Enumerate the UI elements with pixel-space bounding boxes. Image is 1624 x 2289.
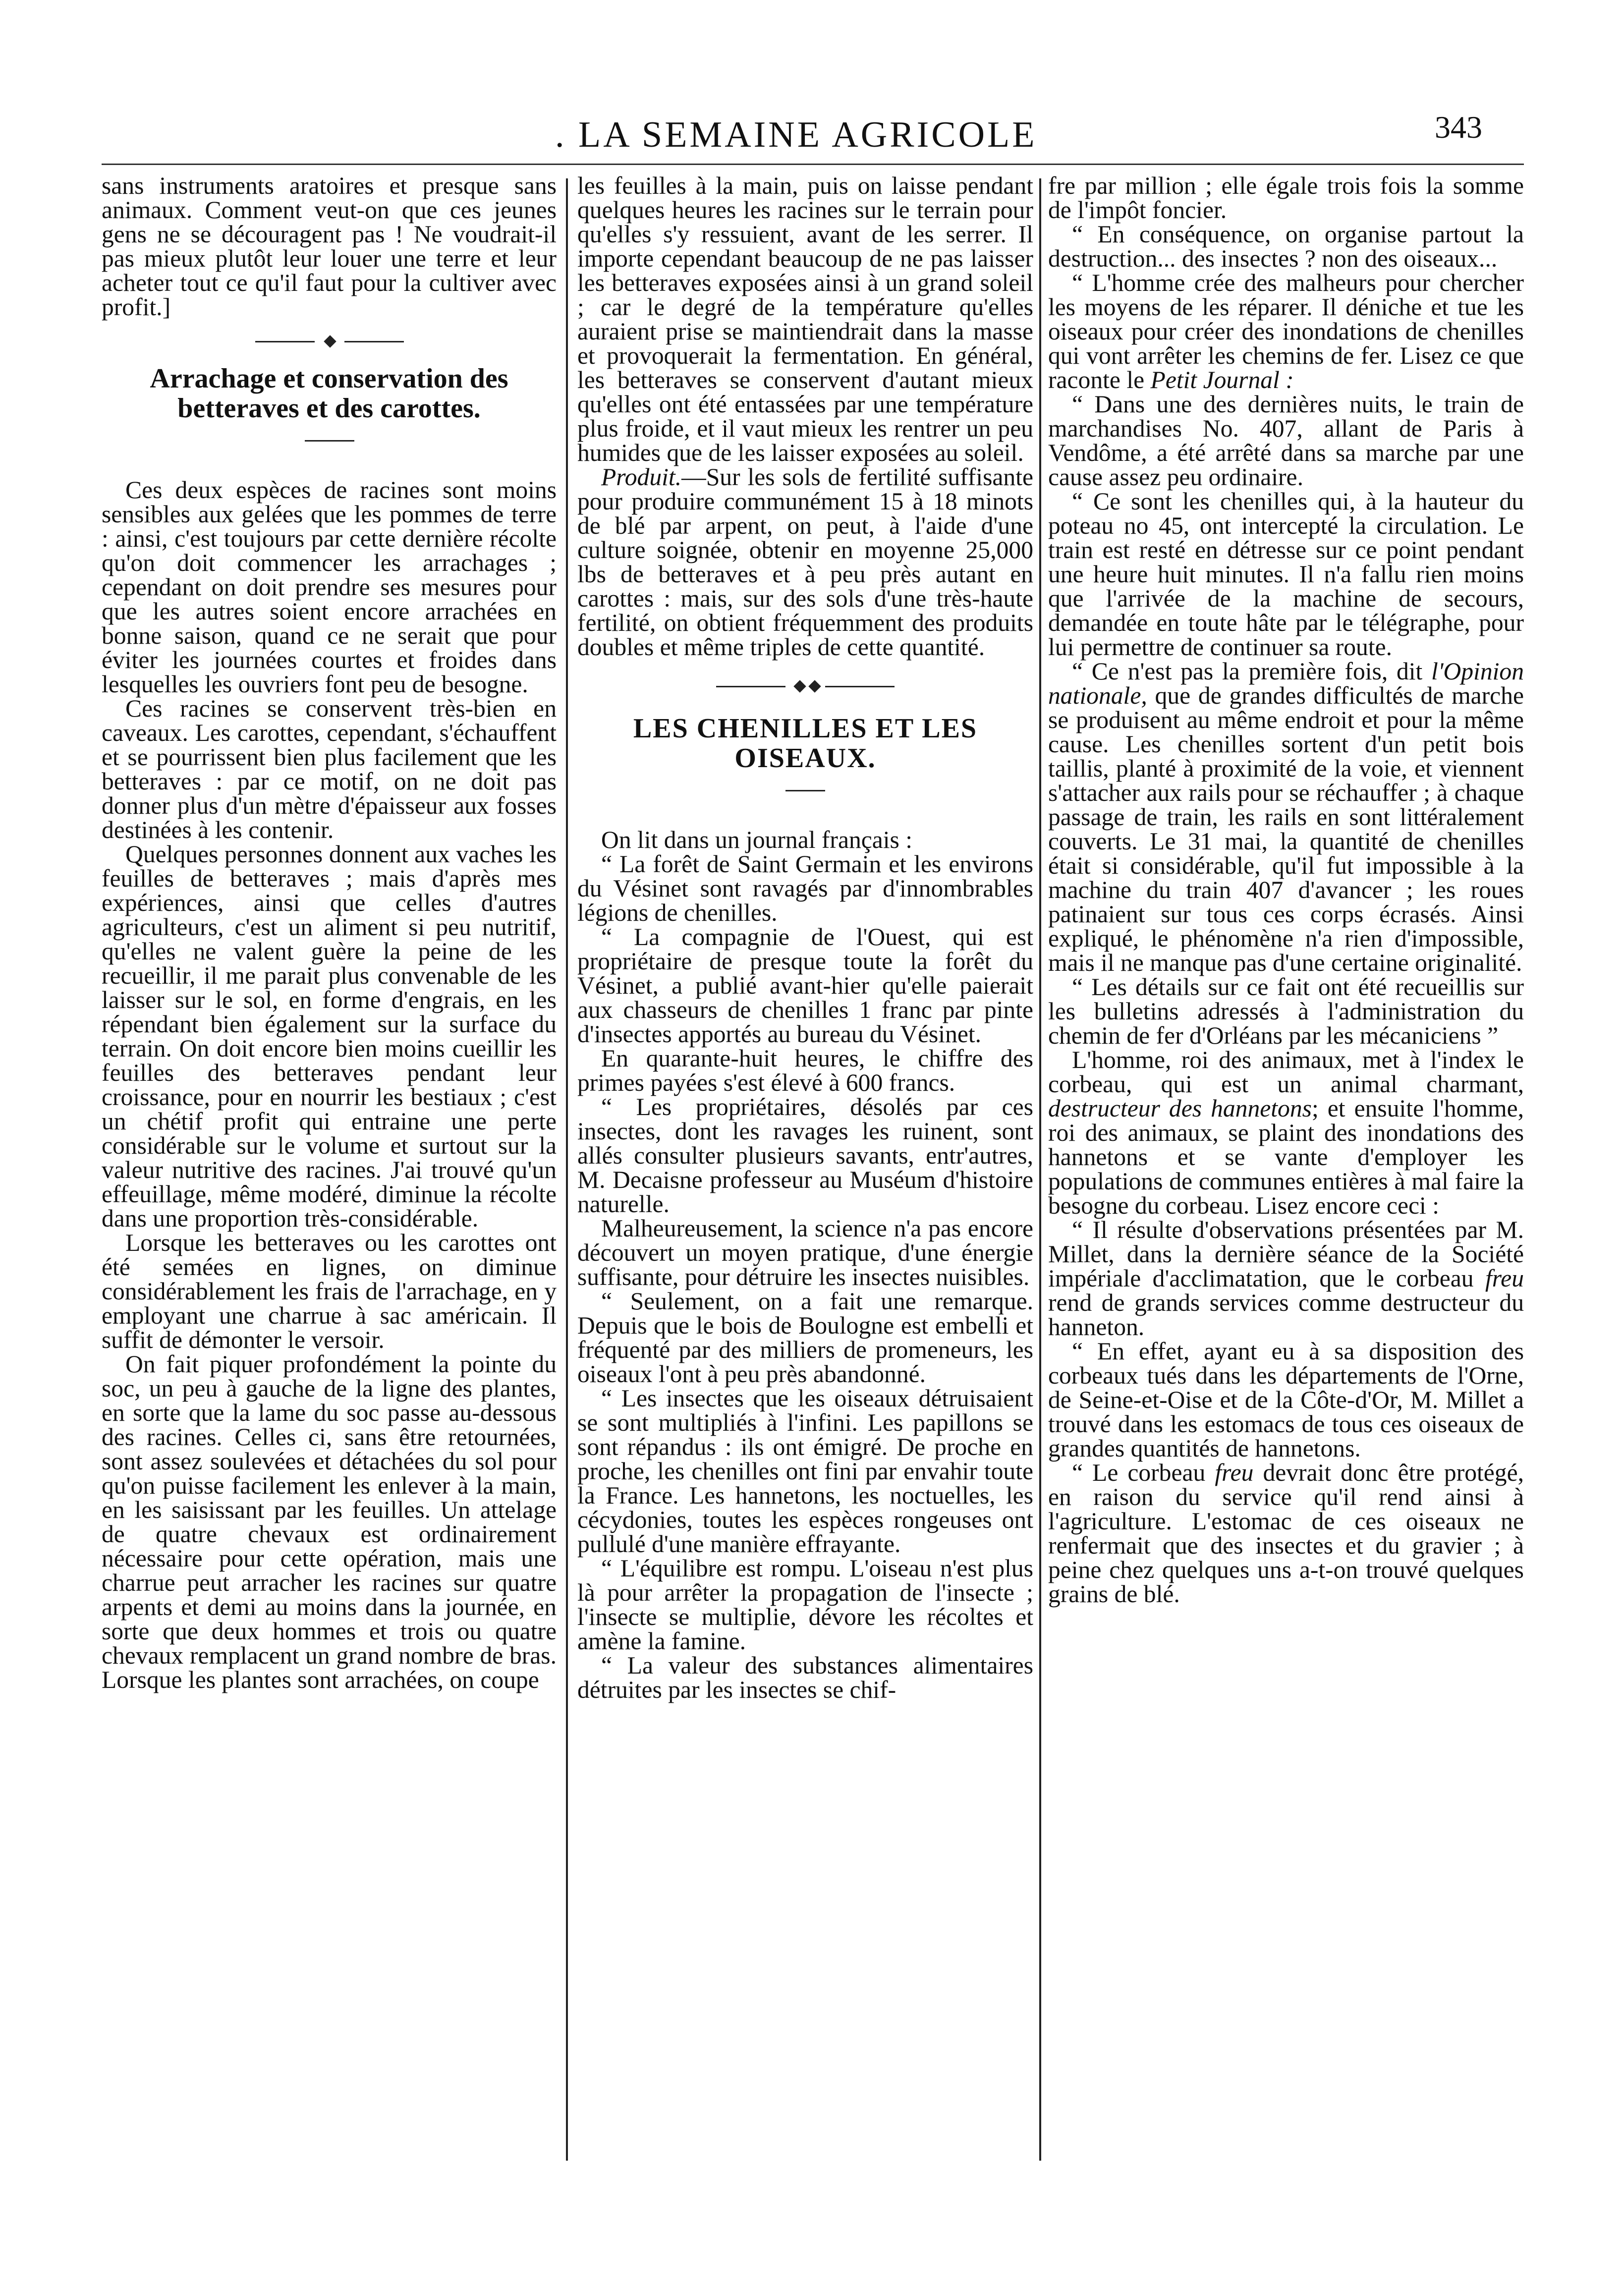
page-header bbox=[0, 99, 1624, 159]
paragraph: Ces racines se conservent très-bien en caveaux. Les carottes, cependant, s'échauffent et se pourrissent bien plus facilement que les betteraves : par ce motif, on ne doit pas donner plus d'un mètre d'épaisseur aux fosses destinées à les contenir. bbox=[102, 695, 557, 843]
title-rule bbox=[102, 423, 557, 458]
paragraph: “ En conséquence, on organise partout la destruction... des insectes ? non des oiseaux... bbox=[1048, 221, 1524, 272]
column-rule-right bbox=[1039, 178, 1041, 2161]
paragraph: “ Seulement, on a fait une remarque. Depuis que le bois de Boulogne est embelli et fréquenté par des milliers de promeneurs, les oiseaux l'ont à peu près abandonné. bbox=[577, 1287, 1033, 1388]
column-rule-left bbox=[566, 178, 568, 2161]
paragraph: Ces deux espèces de racines sont moins sensibles aux gelées que les pommes de terre : ainsi, c'est toujours par cette dernière récolte qu'on doit commencer les arrachages ; cependant on doit prendre ses mesures pour que les autres soient encore arrachées en bonne saison, quand ce ne serait que pour éviter les journées courtes et froides dans lesquelles les ouvriers font peu de besogne. bbox=[102, 476, 557, 698]
paragraph: Malheureusement, la science n'a pas encore découvert un moyen pratique, d'une énergie suffisante, pour détruire les insectes nuisibles. bbox=[577, 1215, 1033, 1290]
paragraph: “ L'homme crée des malheurs pour chercher les moyens de les réparer. Il déniche et tue les oiseaux pour créer des inondations de chenilles qui vont arrêter les chemins de fer. Lisez ce que raconte le Petit Journal : bbox=[1048, 269, 1524, 393]
paragraph: “ Les insectes que les oiseaux détruisaient se sont multipliés à l'infini. Les papillons se sont répandus : ils ont émigré. De proche en proche, les chenilles ont fini par envahir toute la France. Les hannetons, les noctuelles, les cécydonies, toutes les espèces rongeuses ont pullulé d'une manière effrayante. bbox=[577, 1385, 1033, 1558]
paragraph: “ Les détails sur ce fait ont été recueillis sur les bulletins adressés à l'administration du chemin de fer d'Orléans par les mécaniciens ” bbox=[1048, 973, 1524, 1049]
journal-title: . LA SEMAINE AGRICOLE bbox=[555, 114, 1037, 155]
section-ornament bbox=[577, 659, 1033, 714]
paragraph: Produit.—Sur les sols de fertilité suffisante pour produire communément 15 à 18 minots de blé par arpent, on peut, à l'aide d'une culture soignée, obtenir en moyenne 25,000 lbs de betteraves et à peu près autant en carottes : mais, sur des sols d'une très-haute fertilité, on obtient fréquemment des produits doubles et même triples de cette quantité. bbox=[577, 463, 1033, 661]
paragraph: Lorsque les betteraves ou les carottes ont été semées en lignes, on diminue considérablement les frais de l'arrachage, en y employant une charrue à sac américain. Il suffit de démonter le versoir. bbox=[102, 1229, 557, 1353]
paragraph: Quelques personnes donnent aux vaches les feuilles de betteraves ; mais d'après mes expériences, ainsi que celles d'autres agriculteurs, c'est un aliment si peu nutritif, qu'elles ne valent guère la peine de les recueillir, il me parait plus convenable de les laisser sur le sol, en forme d'engrais, en les répendant bien également sur la surface du terrain. On doit encore bien moins cueillir les feuilles des betteraves pendant leur croissance, pour en nourrir les bestiaux ; c'est un chétif profit qui entraine une perte considérable sur le volume et surtout sur la valeur nutritive des racines. J'ai trouvé qu'un effeuillage, même modéré, diminue la récolte dans une proportion très-considérable. bbox=[102, 840, 557, 1232]
paragraph-label: Produit. bbox=[601, 463, 682, 491]
paragraph: On lit dans un journal français : bbox=[601, 826, 913, 853]
paragraph: “ Le corbeau freu devrait donc être protégé, en raison du service qu'il rend ainsi à l'agriculture. L'estomac de ces oiseaux ne renfermait que des insectes et du gravier ; à peine chez quelques uns a-t-on trouvé quelques grains de blé. bbox=[1048, 1459, 1524, 1608]
paragraph: L'homme, roi des animaux, met à l'index le corbeau, qui est un animal charmant, destructeur des hannetons; et ensuite l'homme, roi des animaux, se plaint des inondations des hannetons et se vante d'employer les populations de communes entières à mal faire la besogne du corbeau. Lisez encore ceci : bbox=[1048, 1046, 1524, 1219]
paragraph: fre par million ; elle égale trois fois la somme de l'impôt foncier. bbox=[1048, 172, 1524, 223]
paragraph: “ Il résulte d'observations présentées par M. Millet, dans la dernière séance de la Société impériale d'acclimatation, que le corbeau freu rend de grands services comme destructeur du hanneton. bbox=[1048, 1216, 1524, 1340]
paragraph: En quarante-huit heures, le chiffre des primes payées s'est élevé à 600 francs. bbox=[577, 1045, 1033, 1096]
paragraph: “ La forêt de Saint Germain et les environs du Vésinet sont ravagés par d'innombrables légions de chenilles. bbox=[577, 850, 1033, 926]
paragraph: “ La valeur des substances alimentaires détruites par les insectes se chif- bbox=[577, 1652, 1033, 1703]
paragraph: “ Ce n'est pas la première fois, dit l'Opinion nationale, que de grandes difficultés de marche se produisent au même endroit et pour la même cause. Les chenilles sortent d'un petit bois taillis, planté à proximité de la voie, et viennent s'attacher aux rails pour se réchauffer ; à chaque passage de train, les rails en sont littéralement couverts. Le 31 mai, la quantité de chenilles était si considérable, qu'il fut impossible à la machine du train 407 d'avancer ; les roues patinaient sur tous ces corps écrasés. Ainsi expliqué, le phénomène n'a rien d'impossible, mais il ne manque pas d'une certaine originalité. bbox=[1048, 658, 1524, 976]
paragraph: “ En effet, ayant eu à sa disposition des corbeaux tués dans les départements de l'Orne, de Seine-et-Oise et de la Côte-d'Or, M. Millet a trouvé dans les estomacs de tous ces oiseaux de grandes quantités de hannetons. bbox=[1048, 1338, 1524, 1462]
article-title: LES CHENILLES ET LES OISEAUX. bbox=[633, 713, 978, 774]
section-ornament bbox=[102, 319, 557, 364]
paragraph: “ La compagnie de l'Ouest, qui est propriétaire de presque toute la forêt du Vésinet, a publié avant-hier qu'elle paierait aux chasseurs de chenilles 1 franc par pinte d'insectes apportés au bureau du Vésinet. bbox=[577, 923, 1033, 1048]
paragraph: “ Ce sont les chenilles qui, à la hauteur du poteau no 45, ont intercepté la circulation. Le train est resté en détresse sur ce point pendant une heure huit minutes. Il n'a fallu rien moins que l'arrivée de la machine de secours, demandée en toute hâte par le télégraphe, pour lui permettre de continuer sa route. bbox=[1048, 488, 1524, 661]
paragraph: “ Dans une des dernières nuits, le train de marchandises No. 407, allant de Paris à Vendôme, a été arrêté dans sa marche par une cause assez peu ordinaire. bbox=[1048, 391, 1524, 491]
paragraph: “ Les propriétaires, désolés par ces insectes, dont les ravages les ruinent, sont allés consulter plusieurs savants, entr'autres, M. Decaisne professeur au Muséum d'histoire naturelle. bbox=[577, 1093, 1033, 1218]
page-number: 343 bbox=[1435, 110, 1482, 145]
title-rule bbox=[577, 773, 1033, 808]
paragraph: On fait piquer profondément la pointe du soc, un peu à gauche de la ligne des plantes, en sorte que la lame du soc passe au-dessous des racines. Celles ci, sans être retournées, sont assez soulevées et détachées du sol pour qu'on puisse facilement les enlever à la main, en les saisissant par les feuilles. Un attelage de quatre chevaux est ordinairement nécessaire pour cette opération, mais une charrue peut arracher les racines sur quatre arpents et demi au moins dans la journée, en sorte que deux hommes et trois ou quatre chevaux remplacent un grand nombre de bras. Lorsque les plantes sont arrachées, on coupe bbox=[102, 1350, 557, 1693]
column-1 bbox=[102, 173, 557, 1692]
header-rule bbox=[102, 164, 1524, 165]
column-2 bbox=[577, 173, 1033, 1702]
article-title: Arrachage et conservation des betteraves et des carottes. bbox=[150, 363, 508, 424]
paragraph: sans instruments aratoires et presque sans animaux. Comment veut-on que ces jeunes gens ne se découragent pas ! Ne voudrait-il pas mieux plutôt leur louer une terre et leur acheter tout ce qu'il faut pour la cultiver avec profit.] bbox=[102, 172, 557, 321]
column-3 bbox=[1048, 173, 1524, 1606]
paragraph: les feuilles à la main, puis on laisse pendant quelques heures les racines sur le terrain pour qu'elles s'y ressuient, avant de les serrer. Il importe cependant beaucoup de ne pas laisser les betteraves exposées ainsi à un grand soleil ; car le degré de la température qu'elles auraient prise se maintiendrait dans la masse et provoquerait la fermentation. En général, les betteraves se conservent d'autant mieux qu'elles ont été entassées par une température plus froide, et il vaut mieux les rentrer un peu humides que de les laisser exposées au soleil. bbox=[577, 172, 1033, 466]
paragraph: “ L'équilibre est rompu. L'oiseau n'est plus là pour arrêter la propagation de l'insecte ; l'insecte se multiplie, dévore les récoltes et amène la famine. bbox=[577, 1555, 1033, 1655]
